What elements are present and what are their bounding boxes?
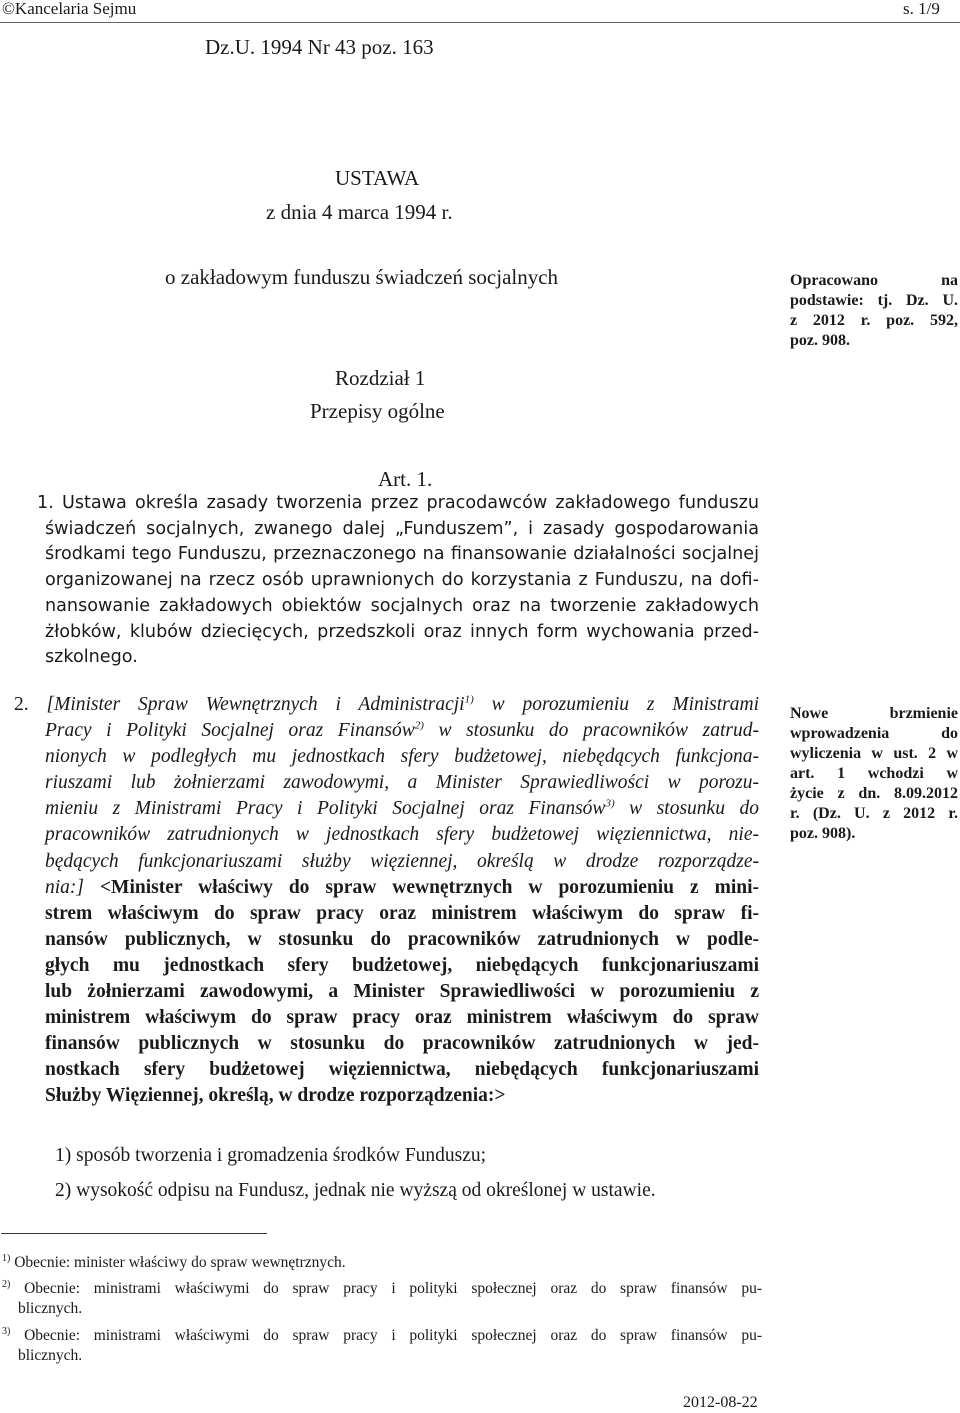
footnote-ref-3: 3) [605,797,615,810]
footnote-ref-1: 1) [464,693,474,706]
document-type: USTAWA [335,166,420,190]
footnote-divider [1,1233,267,1234]
list-item: 2) wysokość odpisu na Fundusz, jednak nie wyższą od określonej w ustawie. [55,1180,656,1201]
header-page-number: s. 1/9 [903,0,940,18]
article-paragraph-1: 1. Ustawa określa zasady tworzenia przez pracodawców zakładowego funduszu świadczeń socjalnych, zwanego dalej „Funduszem”, i zasady gospodarowania środkami tego Funduszu, przeznaczonego na finansowanie działalności socjalnej organizowanej na rzecz osób uprawnionych do korzystania z Funduszu, na dofi- nansowanie zakładowych obiektów socjalnych oraz na tworzenie zakładowych żłobków, klubów dziecięcych, przedszkoli oraz innych form wychowania przed- szkolnego. [37,493,759,668]
document-subject: o zakładowym funduszu świadczeń socjalnych [165,265,559,289]
margin-note-source: Opracowano na podstawie: tj. Dz. U. z 2012 r. poz. 592, poz. 908. [790,272,958,349]
footnote-2: $^{2)}$ Obecnie: ministrami właściwymi do spraw pracy i polityki społecznej oraz do spraw finansów pu- blicznych. [2,1278,763,1317]
margin-note-amendment: Nowe brzmienie wprowadzenia do wyliczenia w ust. 2 w art. 1 wchodzi w życie z dn. 8.09.2012 r. (Dz. U. z 2012 r. poz. 908). [790,705,958,842]
header-divider [0,22,960,23]
document-date: z dnia 4 marca 1994 r. [266,200,453,224]
footnote-1: $^{1)}$ Obecnie: minister właściwy do spraw wewnętrznych. [2,1252,346,1271]
footnote-ref-2: 2) [414,719,424,732]
list-item: 1) sposób tworzenia i gromadzenia środków Funduszu; [55,1145,487,1166]
journal-reference: Dz.U. 1994 Nr 43 poz. 163 [205,35,434,59]
chapter-number: Rozdział 1 [335,366,426,390]
article-label: Art. 1. [378,467,433,491]
footnote-3: $^{3)}$ Obecnie: ministrami właściwymi do spraw pracy i polityki społecznej oraz do spraw finansów pu- blicznych. [2,1325,763,1364]
article-paragraph-2: 2. [Minister Spraw Wewnętrznych i Administracji$^{1)}$ w porozumieniu z Ministrami Pracy i Polityki Socjalnej oraz Finansów$^{2)}$ w stosunku do pracowników zatrud- nionych w podległych mu jednostkach sfery budżetowej, niebędących funkcjona- riuszami lub żołnierzami zawodowymi, a Minister Sprawiedliwości w porozu- mieniu z Ministrami Pracy i Polityki Socjalnej oraz Finansów$^{3)}$ w stosunku do pracowników zatrudnionych w jednostkach sfery budżetowej więziennictwa, nie- będących funkcjonariuszami służby więziennej, określą w drodze rozporządze- nia:] <Minister właściwy do spraw wewnętrznych w porozumieniu z mini- strem właściwym do spraw pracy oraz ministrem właściwym do spraw fi- nansów publicznych, w stosunku do pracowników zatrudnionych w podle- głych mu jednostkach sfery budżetowej, niebędących funkcjonariuszami lub żołnierzami zawodowymi, a Minister Sprawiedliwości w porozumieniu z ministrem właściwym do spraw pracy oraz ministrem właściwym do spraw finansów publicznych w stosunku do pracowników zatrudnionych w jed- nostkach sfery budżetowej więziennictwa, niebędących funkcjonariuszami Służby Więziennej, określą, w drodze rozporządzenia:> [14,693,760,1107]
chapter-title: Przepisy ogólne [310,399,445,423]
footer-date: 2012-08-22 [683,1394,758,1411]
header-publisher: ©Kancelaria Sejmu [2,0,137,18]
